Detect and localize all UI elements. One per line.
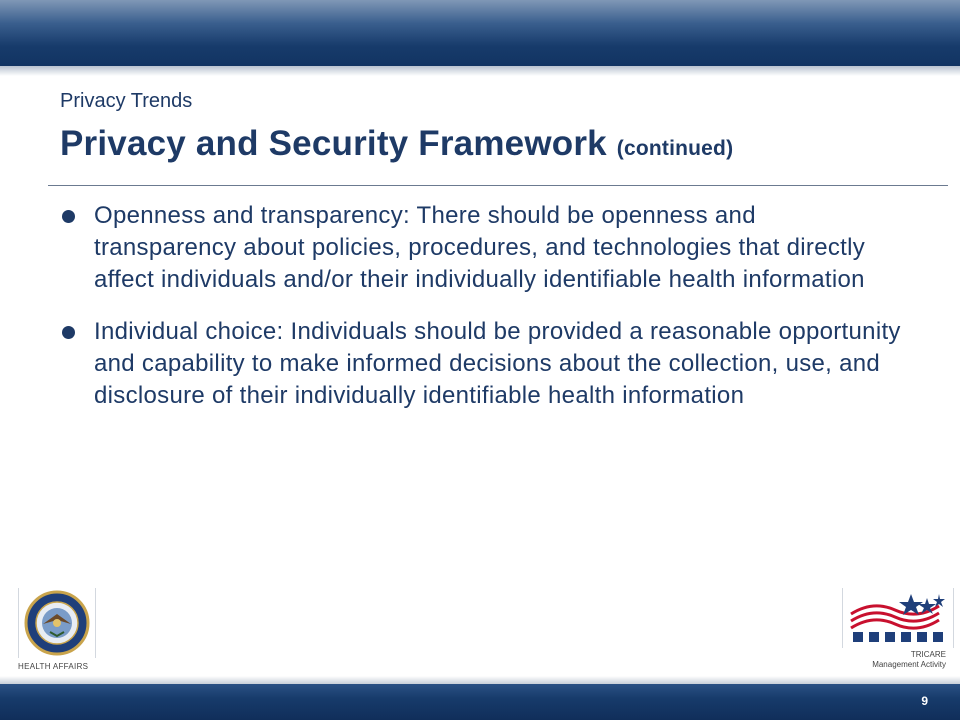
bullet-text: Openness and transparency: There should be openness and transparency about policies, procedures, and technologies that directly affect individuals and/or their individually identifiable health information <box>94 202 866 293</box>
tricare-label-line2: Management Activity <box>872 660 946 669</box>
bullet-dot-icon <box>62 326 75 339</box>
slide-title-suffix: (continued) <box>616 137 734 160</box>
tricare-logo-icon <box>849 592 947 644</box>
slide-title <box>60 124 733 164</box>
dod-seal-logo <box>18 588 96 658</box>
header-bar <box>0 0 960 66</box>
footer-bar <box>0 684 960 720</box>
tricare-logo <box>842 588 954 648</box>
tricare-label <box>846 650 946 670</box>
tricare-label-line1: TRICARE <box>910 650 946 659</box>
bullet-dot-icon <box>62 210 75 223</box>
dod-seal-icon <box>23 590 91 656</box>
bullet-list <box>62 200 902 432</box>
title-divider <box>48 185 948 186</box>
header-shadow <box>0 66 960 76</box>
health-affairs-label: HEALTH AFFAIRS <box>18 662 89 671</box>
bullet-text: Individual choice: Individuals should be provided a reasonable opportunity and capability to make informed decisions about the collection, use, and disclosure of their individually identifiable health information <box>94 318 901 409</box>
bullet-item <box>62 316 902 412</box>
slide-title-text: Privacy and Security Framework <box>60 124 607 163</box>
slide-subtitle: Privacy Trends <box>60 90 193 112</box>
bullet-item <box>62 200 902 296</box>
footer-shadow <box>0 676 960 684</box>
page-number: 9 <box>921 694 928 708</box>
